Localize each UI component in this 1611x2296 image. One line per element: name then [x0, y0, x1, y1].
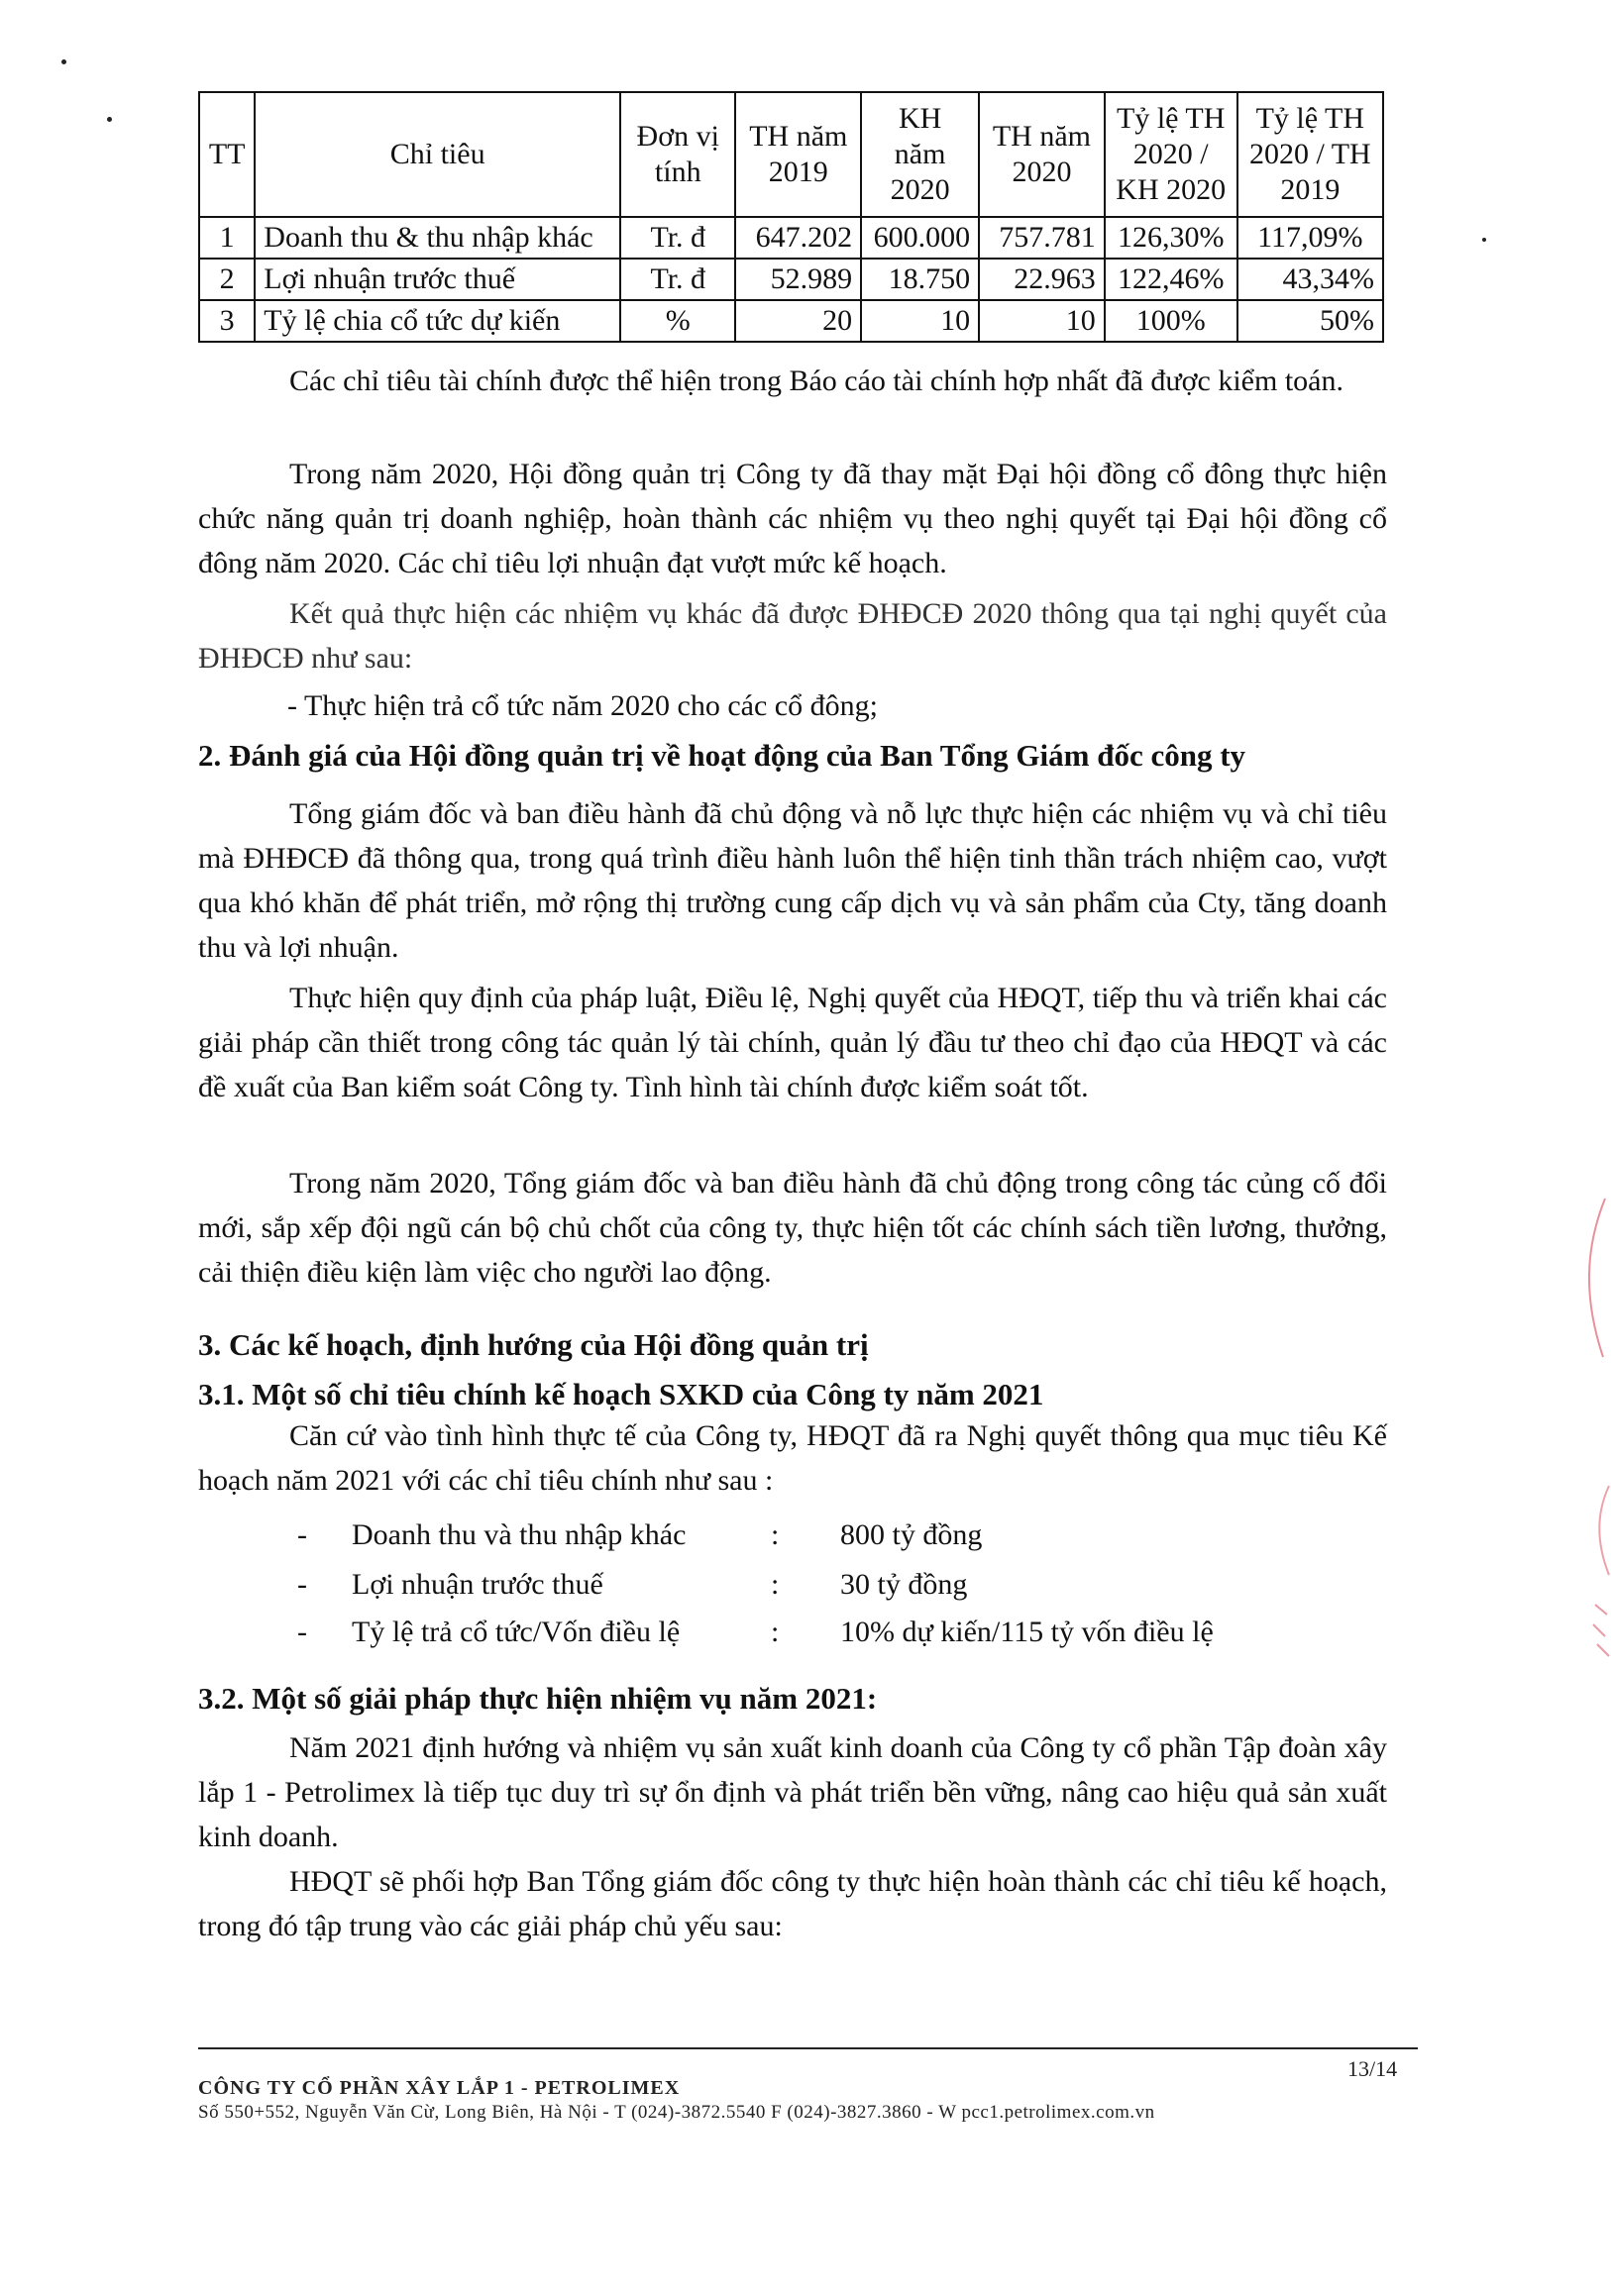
cell-kh2020: 600.000: [861, 217, 979, 259]
paragraph-compliance: Thực hiện quy định của pháp luật, Điều lệ, Nghị quyết của HĐQT, tiếp thu và triển khai các giải pháp cần thiết trong công tác quản lý tài chính, quản lý đầu tư theo chỉ đạo của HĐQT và các đề xuất của Ban kiểm soát Công ty. Tình hình tài chính được kiểm soát tốt.: [198, 982, 1387, 1103]
target-label: Doanh thu và thu nhập khác: [352, 1518, 687, 1551]
col-header-indicator: Chỉ tiêu: [255, 92, 620, 217]
cell-th2019: 647.202: [735, 217, 861, 259]
table-row: [199, 300, 1383, 342]
paragraph-direction-2021: Năm 2021 định hướng và nhiệm vụ sản xuất kinh doanh của Công ty cổ phần Tập đoàn xây lắp 1 - Petrolimex là tiếp tục duy trì sự ổn định và phát triển bền vững, nâng cao hiệu quả sản xuất kinh doanh.: [198, 1731, 1387, 1853]
results-table: [198, 91, 1384, 343]
cell-th2020: 22.963: [979, 259, 1105, 300]
target-value: 10% dự kiến/115 tỷ vốn điều lệ: [840, 1616, 1214, 1648]
scan-speck: [107, 117, 112, 122]
red-seal-edge: [1575, 1189, 1611, 1704]
cell-kh2020: 18.750: [861, 259, 979, 300]
cell-unit: Tr. đ: [620, 259, 735, 300]
target-separator: :: [771, 1568, 780, 1601]
cell-tt: 2: [199, 259, 255, 300]
cell-unit: %: [620, 300, 735, 342]
col-header-ratio-th: Tỷ lệ TH 2020 / TH 2019: [1237, 92, 1383, 217]
heading-section-3: 3. Các kế hoạch, định hướng của Hội đồng quản trị: [198, 1327, 869, 1362]
page-number: 13/14: [1347, 2056, 1398, 2081]
col-header-unit: Đơn vị tính: [620, 92, 735, 217]
target-separator: :: [771, 1616, 780, 1648]
footer-company: CÔNG TY CỔ PHẦN XÂY LẮP 1 - PETROLIMEX: [198, 2077, 681, 2099]
cell-th2019: 20: [735, 300, 861, 342]
target-label: Tỷ lệ trả cổ tức/Vốn điều lệ: [352, 1616, 681, 1648]
paragraph-plan-2021: Căn cứ vào tình hình thực tế của Công ty, HĐQT đã ra Nghị quyết thông qua mục tiêu Kế hoạch năm 2021 với các chỉ tiêu chính như sau :: [198, 1419, 1387, 1497]
paragraph-ceo-performance: Tổng giám đốc và ban điều hành đã chủ động và nỗ lực thực hiện các nhiệm vụ và chỉ tiêu mà ĐHĐCĐ đã thông qua, trong quá trình điều hành luôn thể hiện tinh thần trách nhiệm cao, vượt qua khó khăn để phát triển, mở rộng thị trường cung cấp dịch vụ và sản phẩm của Cty, tăng doanh thu và lợi nhuận.: [198, 797, 1387, 964]
cell-th2020: 10: [979, 300, 1105, 342]
paragraph-financials: Các chỉ tiêu tài chính được thể hiện trong Báo cáo tài chính hợp nhất đã được kiểm toán.: [289, 365, 1343, 397]
col-header-kh2020: KH năm 2020: [861, 92, 979, 217]
col-header-tt: TT: [199, 92, 255, 217]
paragraph-organization: Trong năm 2020, Tổng giám đốc và ban điều hành đã chủ động trong công tác củng cố đổi mới, sắp xếp đội ngũ cán bộ chủ chốt của công ty, thực hiện tốt các chính sách tiền lương, thưởng, cải thiện điều kiện làm việc cho người lao động.: [198, 1167, 1387, 1289]
cell-indicator: Tỷ lệ chia cổ tức dự kiến: [255, 300, 620, 342]
paragraph-board-2020: Trong năm 2020, Hội đồng quản trị Công ty đã thay mặt Đại hội đồng cổ đông thực hiện chức năng quản trị doanh nghiệp, hoàn thành các nhiệm vụ theo nghị quyết tại Đại hội đồng cổ đông năm 2020. Các chỉ tiêu lợi nhuận đạt vượt mức kế hoạch.: [198, 458, 1387, 579]
bullet-dash: -: [297, 1616, 307, 1648]
cell-indicator: Lợi nhuận trước thuế: [255, 259, 620, 300]
heading-section-3-1: 3.1. Một số chỉ tiêu chính kế hoạch SXKD của Công ty năm 2021: [198, 1377, 1044, 1411]
cell-th2019: 52.989: [735, 259, 861, 300]
paragraph-other-tasks: Kết quả thực hiện các nhiệm vụ khác đã được ĐHĐCĐ 2020 thông qua tại nghị quyết của ĐHĐCĐ như sau:: [198, 597, 1387, 675]
table-header-row: [199, 92, 1383, 217]
scan-speck: [61, 59, 66, 64]
footer-address: Số 550+552, Nguyễn Văn Cừ, Long Biên, Hà Nội - T (024)-3872.5540 F (024)-3827.3860 - W pcc1.petrolimex.com.vn: [198, 2102, 1155, 2123]
table-row: [199, 217, 1383, 259]
bullet-dash: -: [297, 1568, 307, 1601]
target-separator: :: [771, 1518, 780, 1551]
cell-ratio-kh: 122,46%: [1105, 259, 1237, 300]
col-header-ratio-kh: Tỷ lệ TH 2020 / KH 2020: [1105, 92, 1237, 217]
cell-unit: Tr. đ: [620, 217, 735, 259]
target-label: Lợi nhuận trước thuế: [352, 1568, 603, 1601]
target-value: 30 tỷ đồng: [840, 1568, 968, 1601]
target-value: 800 tỷ đồng: [840, 1518, 983, 1551]
paragraph-dividend-item: - Thực hiện trả cổ tức năm 2020 cho các cổ đông;: [287, 689, 878, 722]
cell-ratio-th: 43,34%: [1237, 259, 1383, 300]
cell-ratio-th: 50%: [1237, 300, 1383, 342]
heading-section-2: 2. Đánh giá của Hội đồng quản trị về hoạt động của Ban Tổng Giám đốc công ty: [198, 738, 1246, 773]
cell-indicator: Doanh thu & thu nhập khác: [255, 217, 620, 259]
cell-tt: 3: [199, 300, 255, 342]
bullet-dash: -: [297, 1518, 307, 1551]
col-header-th2019: TH năm 2019: [735, 92, 861, 217]
col-header-th2020: TH năm 2020: [979, 92, 1105, 217]
scan-speck: [1482, 238, 1486, 242]
footer-divider: [198, 2047, 1418, 2049]
paragraph-solutions-intro: HĐQT sẽ phối hợp Ban Tổng giám đốc công ty thực hiện hoàn thành các chỉ tiêu kế hoạch, trong đó tập trung vào các giải pháp chủ yếu sau:: [198, 1865, 1387, 1942]
cell-kh2020: 10: [861, 300, 979, 342]
table-row: [199, 259, 1383, 300]
cell-ratio-kh: 126,30%: [1105, 217, 1237, 259]
cell-ratio-th: 117,09%: [1237, 217, 1383, 259]
cell-tt: 1: [199, 217, 255, 259]
cell-th2020: 757.781: [979, 217, 1105, 259]
cell-ratio-kh: 100%: [1105, 300, 1237, 342]
heading-section-3-2: 3.2. Một số giải pháp thực hiện nhiệm vụ năm 2021:: [198, 1681, 878, 1716]
